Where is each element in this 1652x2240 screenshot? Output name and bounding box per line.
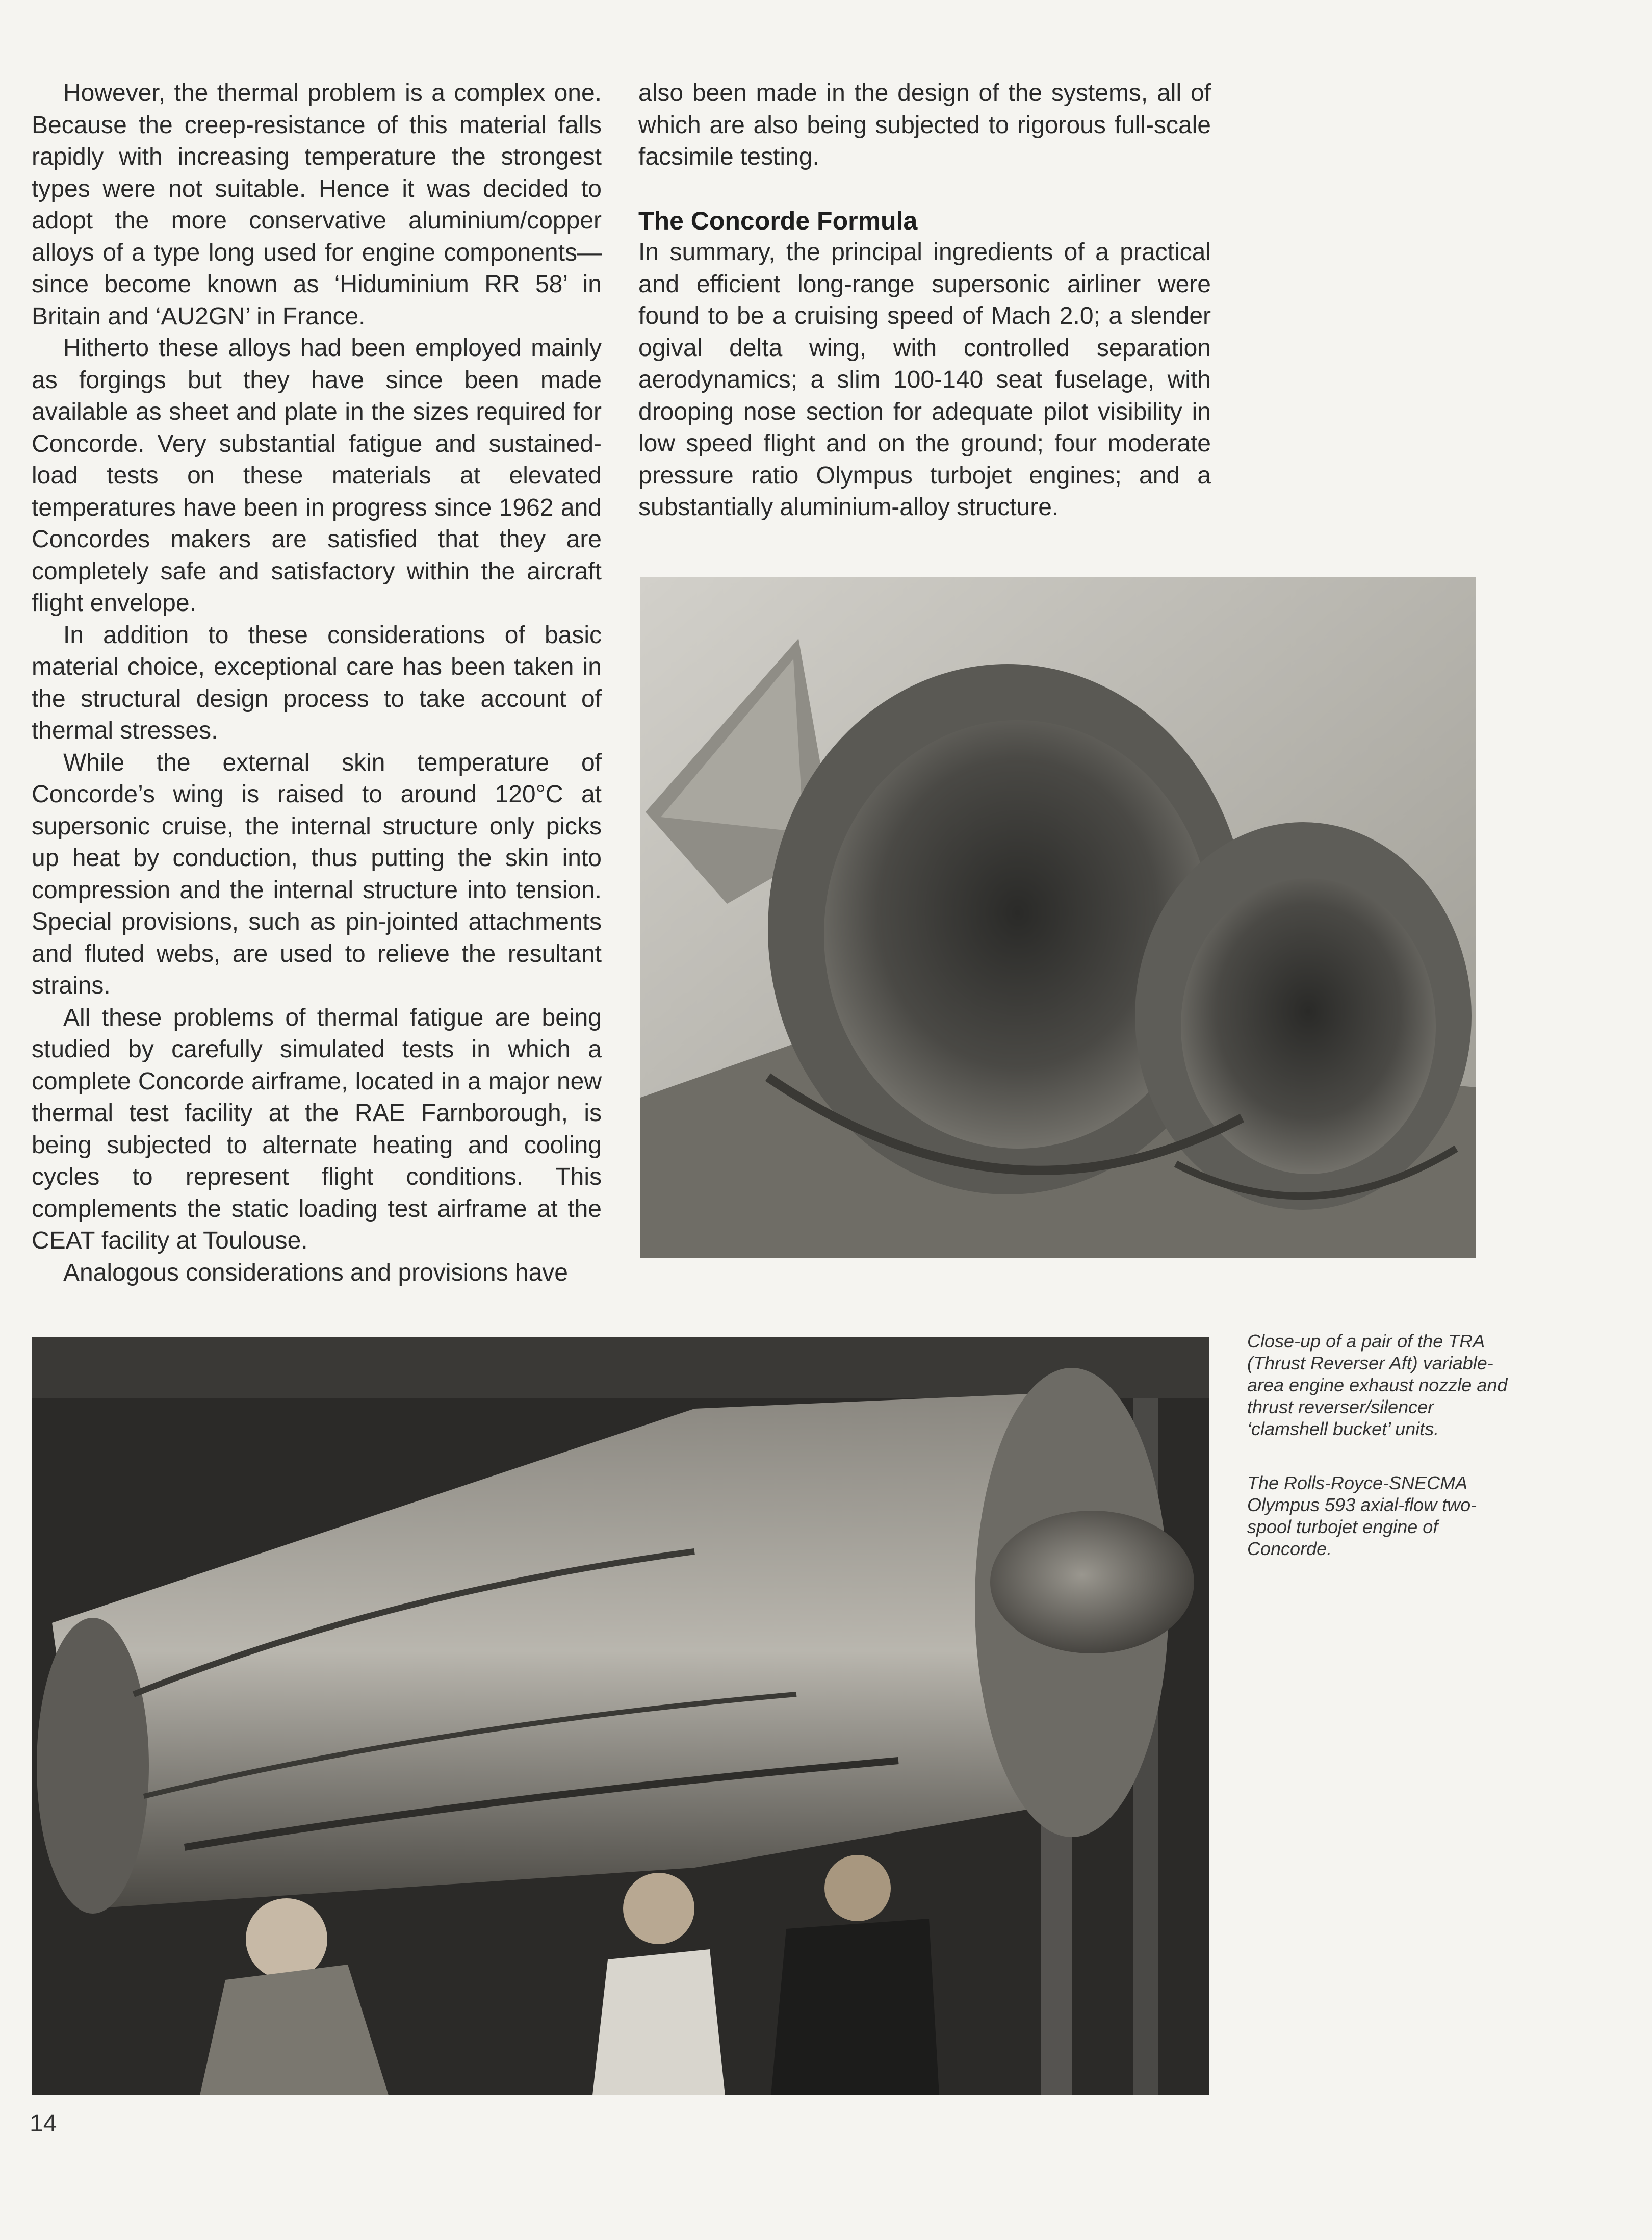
paragraph: Analogous considerations and provisions have	[63, 1259, 568, 1286]
paragraph-continuation: also been made in the design of the systems, all of which are also being subjected to rigorous full-scale facsimile testing.	[638, 80, 1211, 170]
engine-photo	[32, 1337, 1209, 2095]
left-text-column	[32, 78, 602, 1289]
engine-caption: The Rolls-Royce-SNECMA Olympus 593 axial-flow two-spool turbojet engine of Concorde.	[1247, 1472, 1477, 1559]
paragraph: While the external skin temperature of Concorde’s wing is raised to around 120°C at supersonic cruise, the internal structure only picks up heat by conduction, thus putting the skin into compression and the internal structure into tension. Special provisions, such as pin-jointed attachments and fluted webs, are used to relieve the resultant strains.	[32, 749, 602, 999]
paragraph: All these problems of thermal fatigue are being studied by carefully simulated tests in which a complete Concorde airframe, located in a major new thermal test facility at the RAE Farnborough, is being subjected to alternate heating and cooling cycles to represent flight conditions. This complements the static loading test airframe at the CEAT facility at Toulouse.	[32, 1004, 602, 1254]
summary-paragraph: In summary, the principal ingredients of a practical and efficient long-range supersonic airliner were found to be a cruising speed of Mach 2.0; a slender ogival delta wing, with controlled separation aerodynamics; a slim 100-140 seat fuselage, with drooping nose section for adequate pilot visibility in low speed flight and on the ground; four moderate pressure ratio Olympus turbojet engines; and a substantially aluminium-alloy structure.	[638, 239, 1211, 521]
nozzle-caption: Close-up of a pair of the TRA (Thrust Reverser Aft) variable-area engine exhaust nozzle and thrust reverser/silencer ‘clamshell bucket’ units.	[1247, 1331, 1508, 1439]
right-text-column	[638, 78, 1211, 524]
page-number: 14	[30, 2110, 57, 2137]
paragraph: Hitherto these alloys had been employed mainly as forgings but they have since been made available as sheet and plate in the sizes required for Concorde. Very substantial fatigue and sustained-load tests on these materials at elevated temperatures have been in progress since 1962 and Concordes makers are satisfied that they are completely safe and satisfactory within the aircraft flight envelope.	[32, 335, 602, 617]
engine-illustration	[32, 1337, 1209, 2095]
paragraph: In addition to these considerations of basic material choice, exceptional care has been taken in the structural design process to take account of thermal stresses.	[32, 621, 602, 744]
section-heading: The Concorde Formula	[638, 206, 918, 235]
nozzle-illustration	[640, 577, 1476, 1258]
nozzle-photo	[640, 577, 1476, 1258]
paragraph: However, the thermal problem is a complex one. Because the creep-resistance of this material falls rapidly with increasing temperature the strongest types were not suitable. Hence it was decided to adopt the more conservative aluminium/copper alloys of a type long used for engine components—since become known as ‘Hiduminium RR 58’ in Britain and ‘AU2GN’ in France.	[32, 80, 602, 330]
